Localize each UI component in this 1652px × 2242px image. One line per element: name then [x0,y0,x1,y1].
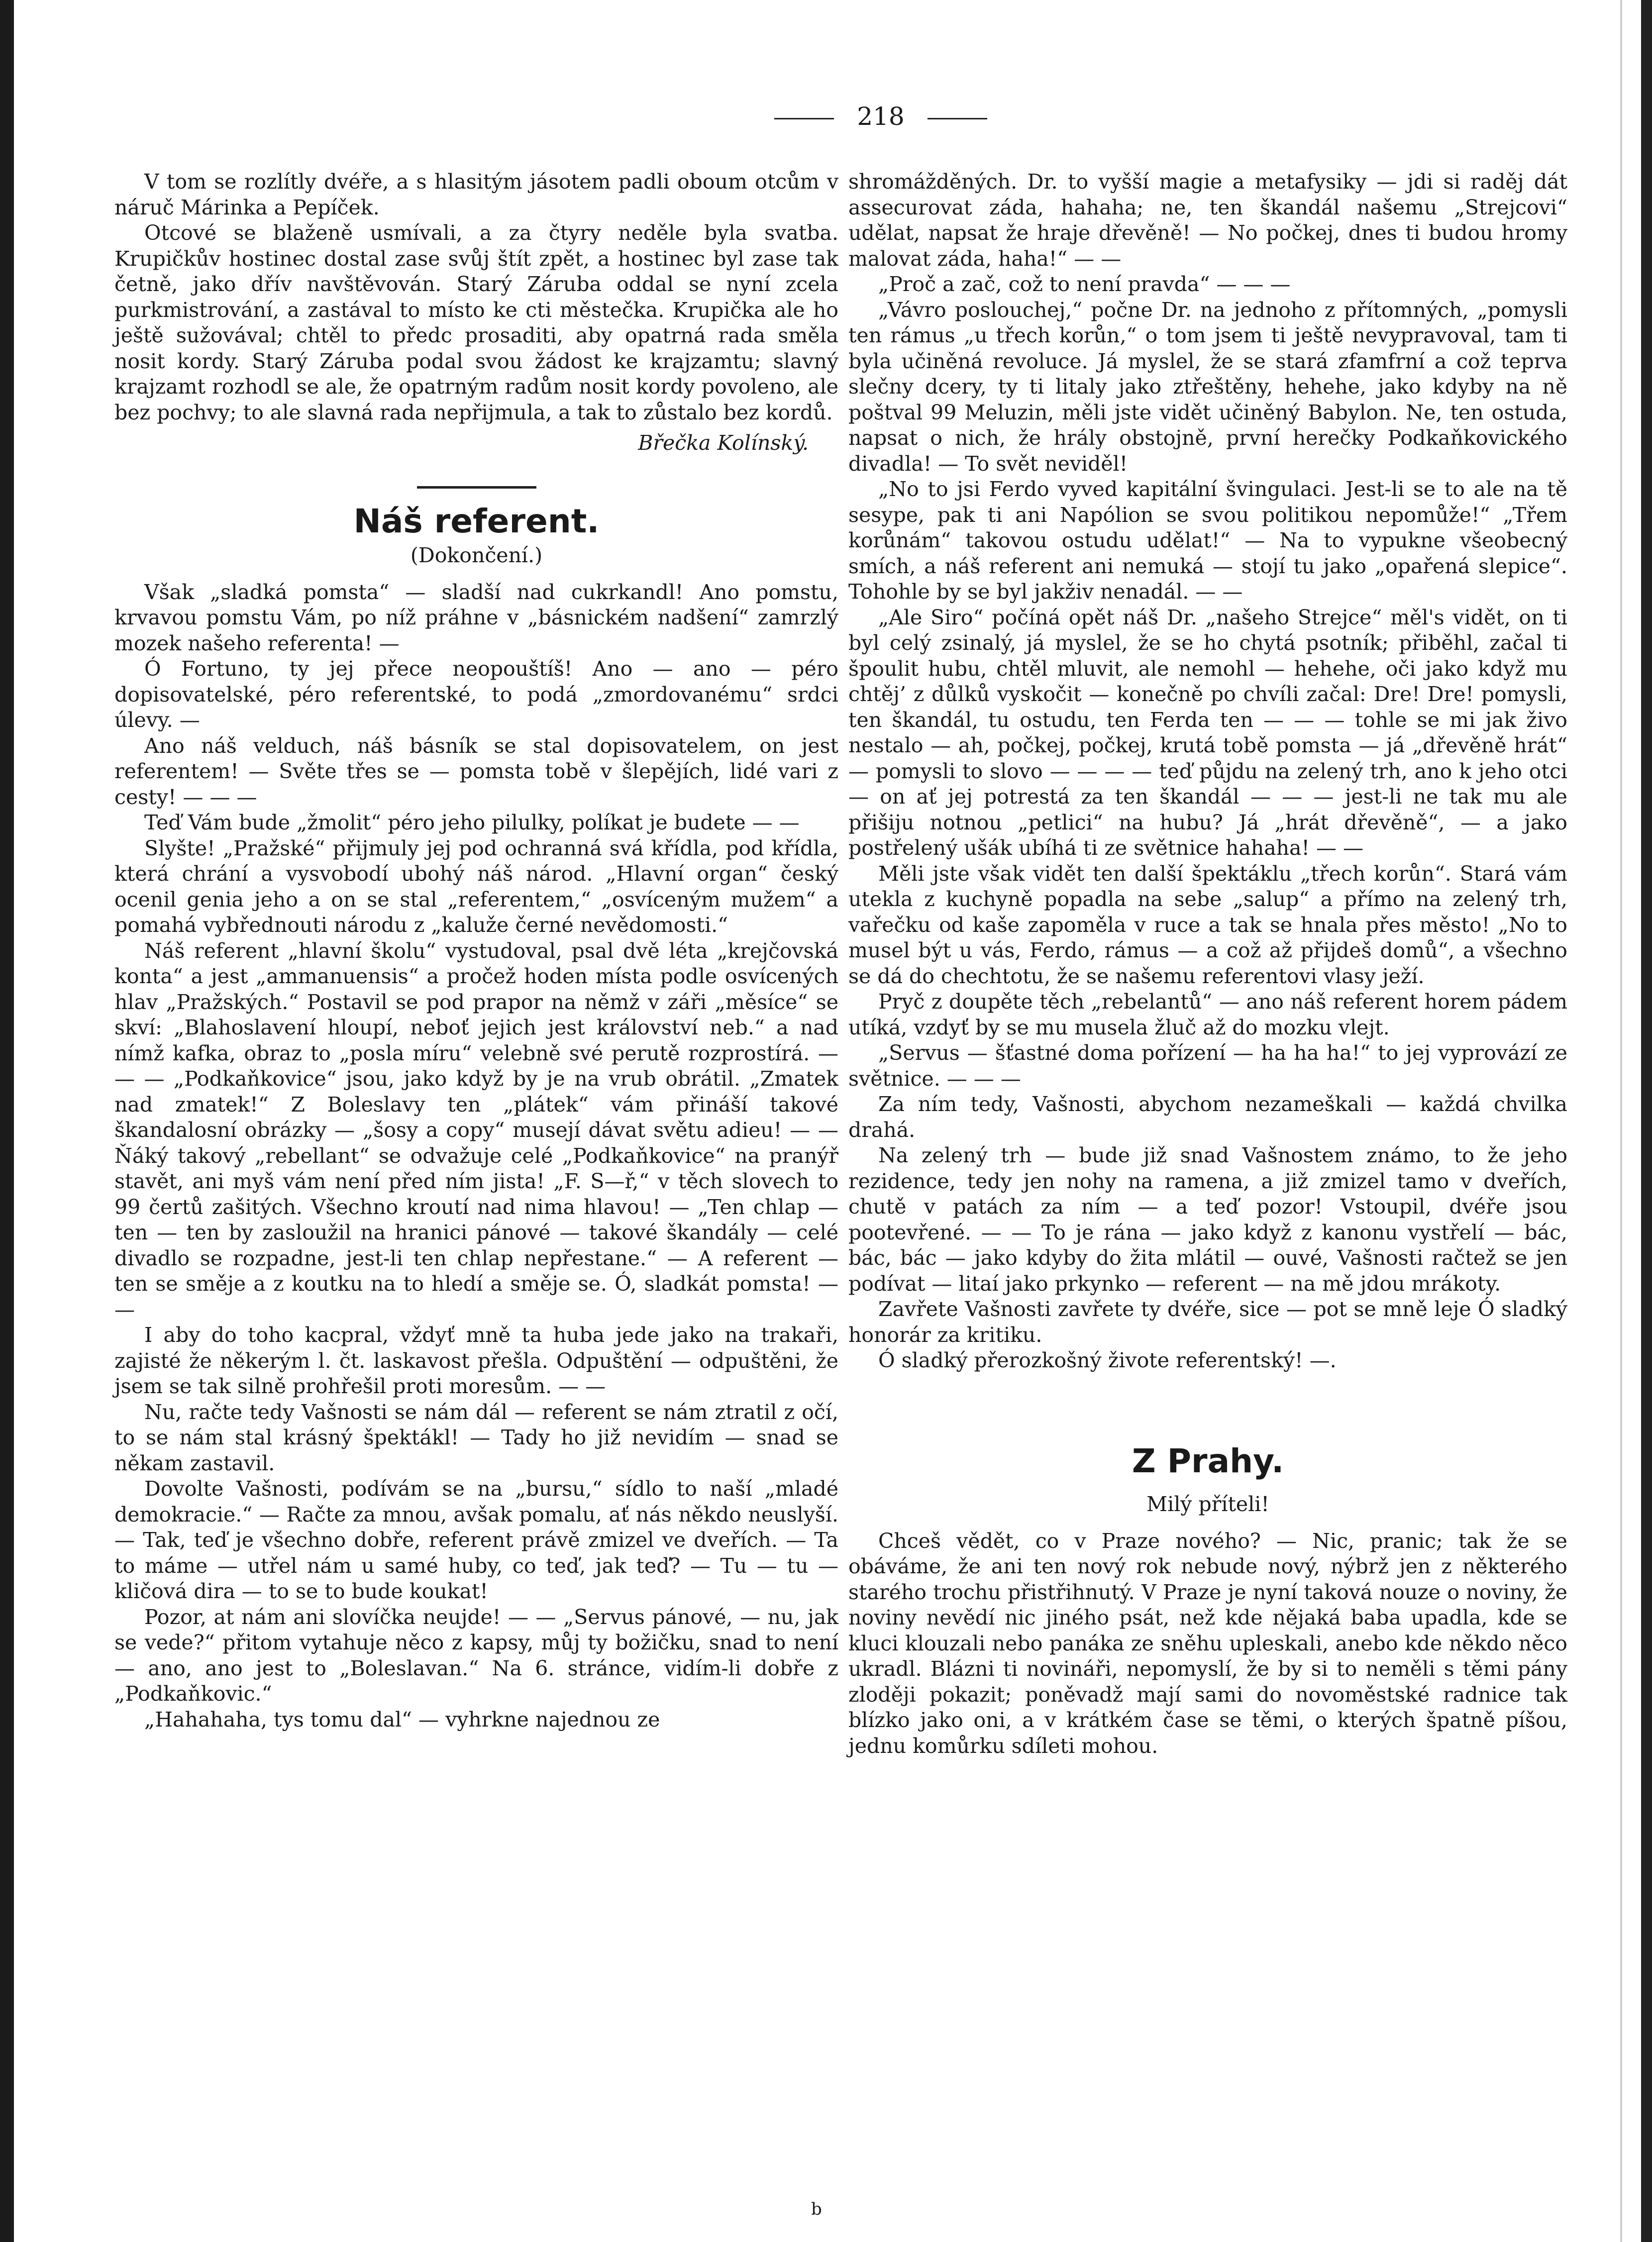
article-paragraph: Teď Vám bude „žmolit“ péro jeho pilulky, políkat je budete — — [144,811,800,834]
scan-edge-left [0,0,14,2242]
column-right [848,169,1567,1759]
article-paragraph: „Ale Siro“ počíná opět náš Dr. „našeho Strejce“ měl's vidět, on ti byl celý zsinalý, já myslel, že se ho chytá psotník; přiběhl, začal ti špoulit hubu, chtěl mluvit, ale nemohl — hehehe, oči jako když mu chtěj’ z důlků vyskočit — konečně po chvíli začal: Dre! Dre! pomysli, ten škandál, tu ostudu, ten Ferda ten — — — tohle se mi jak živo nestalo — ah, počkej, počkej, krutá tobě pomsta — já „dřevěně hrát“ — pomysli to slovo — — — — teď půjdu na zelený trh, ano k jeho otci — on ať jej potrestá za ten škandál — — — jest-li ne tak mu ale přišiju notnou „petlici“ na hubu? Já „hrát dřevěně“, — a jako postřelený ušák ubíhá ti ze světnice hahaha! — — [848,605,1567,860]
article-paragraph: Ó Fortuno, ty jej přece neopouštíš! Ano — ano — péro dopisovatelské, péro referentské, to podá „zmordovanému“ srdci úlevy. — [114,657,838,732]
article-paragraph: Náš referent „hlavní školu“ vystudoval, psal dvě léta „krejčovská konta“ a jest „ammanuensis“ a pročež hoden místa podle osvícených hlav „Pražských.“ Postavil se pod prapor na němž v záři „měsíce“ se skví: „Blahoslavení hloupí, neboť jejich jest království neb.“ a nad nímž kafka, obraz to „posla míru“ velebně své perutě rozprostírá. — — — „Podkaňkovice“ jsou, jako když by je na vrub obrátil. „Zmatek nad zmatek!“ Z Boleslavy ten „plátek“ vám přináší takové škandalosní obrázky — „šosy a copy“ musejí dávat světu adieu! — — Ňáký takový „rebellant“ se odvažuje celé „Podkaňkovice“ na pranýř stavět, ani myš vám není před ním jista! „F. S—ř,“ v těch slovech to 99 čertů zašitých. Všechno kroutí nad nima hlavou! — „Ten chlap — ten — ten by zasloužil na hranici pánové — takové škandály — celé divadlo se rozpadne, jest-li ten chlap nepřestane.“ — A referent — ten se směje a z koutku na to hledí a směje se. Ó, sladkát pomsta! — — [114,938,838,1322]
letter-greeting: Milý příteli! [1146,1492,1269,1516]
article-paragraph: Zavřete Vašnosti zavřete ty dvéře, sice — pot se mně leje Ó sladký honorár za kritiku. [848,1297,1567,1347]
article-paragraph: „No to jsi Ferdo vyved kapitální švingulaci. Jest-li se to ale na tě sesype, pak ti ani Napólion se svou politikou nepomůže!“ „Třem korůnám“ takovou ostudu udělat!“ — Na to vypukne všeobecný smích, a náš referent ani nemuká — stojí tu jako „opařená slepice“. Tohohle by se byl jakživ nenadál. — — [848,477,1567,604]
article-paragraph: „Proč a zač, což to není pravda“ — — — [878,272,1291,296]
article-paragraph: Však „sladká pomsta“ — sladší nad cukrkandl! Ano pomstu, krvavou pomstu Vám, po níž práhne v „básnickém nadšení“ zamrzlý mozek našeho referenta! — [114,580,838,655]
scan-edge-right [1641,0,1652,2242]
article-paragraph: Za ním tedy, Vašnosti, abychom nezameškali — každá chvilka drahá. [848,1092,1567,1142]
article-paragraph: Ó sladký přerozkošný živote referentský! —. [878,1348,1337,1372]
section-divider [417,486,536,489]
page-header [622,102,1139,131]
article-paragraph: Na zelený trh — bude již snad Vašnostem známo, to že jeho rezidence, tedy jen nohy na ramena, a již zmizel tamo v dveřích, chutě v patách za ním — a teď pozor! Vstoupil, dvéře jsou pootevřené. — — To je rána — jako když z kanonu vystřelí — bác, bác, bác — jako kdyby do žita mlátil — ouvé, Vašnosti račtež se jen podívat — litaí jako prkynko — referent — na mě jdou mrákoty. [848,1143,1567,1296]
article-paragraph: Pozor, at nám ani slovíčka neujde! — — „Servus pánové, — nu, jak se vede?“ přitom vytahuje něco z kapsy, můj ty božičku, snad to není — ano, ano jest to „Boleslavan.“ Na 6. stránce, vidím-li dobře z „Podkaňkovic.“ [114,1605,838,1706]
article-paragraph: Dovolte Vašnosti, podívám se na „bursu,“ sídlo to naší „mladé demokracie.“ — Račte za mnou, avšak pomalu, ať nás někdo neuslyší. — Tak, teď je všechno dobře, referent právě zmizel ve dveřích. — Ta to máme — utřel nám u samé huby, co teď, jak teď? — Tu — tu — kličová dira — to se to bude koukat! [114,1477,838,1603]
article-paragraph: I aby do toho kacpral, vždyť mně ta huba jede jako na trakaři, zajisté že někerým l. čt. laskavost přešla. Odpuštění — odpuštěni, že jsem se tak silně prohřešil proti moresům. — — [114,1323,838,1398]
article-subtitle: (Dokončení.) [410,543,543,567]
story-paragraph: V tom se rozlítly dvéře, a s hlasitým jásotem padli oboum otcům v náruč Márinka a Pepíček. [114,170,838,219]
header-ornament-left [774,118,834,119]
article-paragraph: „Vávro poslouchej,“ počne Dr. na jednoho z přítomných, „pomysli ten rámus „u třech korůn,“ o tom jsem ti ještě nevypravoval, tam ti byla učiněná revoluce. Já myslel, že se stará zfamfrní a což teprva slečny dcery, ty ti litaly jako ztřeštěny, hehehe, jako kdyby na ně poštval 99 Meluzin, měli jste vidět učiněný Babylon. Ne, ten ostuda, napsat o nich, že hrály obstojně, první herečky Podkaňkovického divadla! — To svět neviděl! [848,298,1567,476]
article-paragraph: Nu, račte tedy Vašnosti se nám dál — referent se nám ztratil z očí, to se nám stal krásný špektákl! — Tady ho již nevidím — snad se někam zastavil. [114,1400,838,1475]
article-paragraph: „Servus — šťastné doma pořízení — ha ha ha!“ to jej vyprovází ze světnice. — — — [848,1041,1567,1091]
article-paragraph: Slyšte! „Pražské“ přijmuly jej pod ochranná svá křídla, pod křídla, která chrání a vysvobodí ubohý náš národ. „Hlavní organ“ český ocenil genia jeho a on se stal „referentem,“ „osvíceným mužem“ a pomahá vybřednouti národu z „kaluže černé nevědomosti.“ [114,836,838,937]
newspaper-page [75,75,1567,2219]
column-left [114,169,838,1732]
letter-paragraph: Chceš vědět, co v Praze nového? — Nic, pranic; tak že se obáváme, že ani ten nový rok nebude nový, nýbrž jen z některého starého trochu přistřihnutý. V Praze je nyní taková nouze o noviny, že noviny nevědí nic jiného psát, než kde nějaká baba upadla, kde se kluci klouzali nebo panáka ze sněhu upleskali, anebo kde někdo něco ukradl. Blázni ti novináři, nepomyslí, že by si to neměli s těmi pány zloději pokazit; poněvadž mají sami do novoměstské radnice tak blízko jako oni, a v krátkém čase se těmi, o kterých špatně píšou, jednu komůrku sdíleti mohou. [848,1529,1567,1758]
article-paragraph: Pryč z doupěte těch „rebelantů“ — ano náš referent horem pádem utíká, vzdyť by se mu musela žluč až do mozku vlejt. [848,990,1567,1039]
article-paragraph: shromážděných. Dr. to vyšší magie a metafysiky — jdi si raděj dát assecurovat záda, hahaha; ne, ten škandál našemu „Strejcovi“ udělat, napsat že hraje dřevěně! — No počkej, dnes ti budou hromy malovat záda, haha!“ — — [848,170,1567,271]
header-ornament-right [928,118,987,119]
section-title: Z Prahy. [1132,1441,1284,1480]
article-paragraph: „Hahahaha, tys tomu dal“ — vyhrkne najednou ze [144,1707,660,1732]
scan-edge-fold [1620,0,1622,2242]
article-paragraph: Měli jste však vidět ten další špektáklu „třech korůn“. Stará vám utekla z kuchyně popadla na sebe „salup“ a přímo na zelený trh, vařečku od kaše zapoměla v ruce a tak se hnala přes město! „No to musel být u vás, Ferdo, rámus — a což až přijdeš domů“, a všechno se dá do chechtotu, že se našemu referentovi vlasy ježí. [848,861,1567,988]
article-paragraph: Ano náš velduch, náš básník se stal dopisovatelem, on jest referentem! — Světe třes se — pomsta tobě v šlepějích, lidé vari z cesty! — — — [114,733,838,809]
page-number: 218 [857,102,905,131]
story-signature: Břečka Kolínský. [638,431,809,455]
story-paragraph: Otcové se blaženě usmívali, a za čtyry neděle byla svatba. Krupičkův hostinec dostal zase svůj štít zpět, a hostinec byl zase tak četně, jako dřív navštěvován. Starý Záruba oddal se nyní zcela purkmistrování, a zastával to místo ke cti městečka. Krupička ale ho ještě sužovával; chtěl to předc prosaditi, aby opatrná rada směla nosit kordy. Starý Záruba podal svou žádost ke krajzamtu; slavný krajzamt rozhodl se ale, že opatrným radům nosit kordy povoleno, ale bez pochvy; to ale slavná rada nepřijmula, a tak to zůstalo bez kordů. [114,221,838,424]
footer-mark: b [811,2199,822,2219]
article-title: Náš referent. [353,502,600,540]
